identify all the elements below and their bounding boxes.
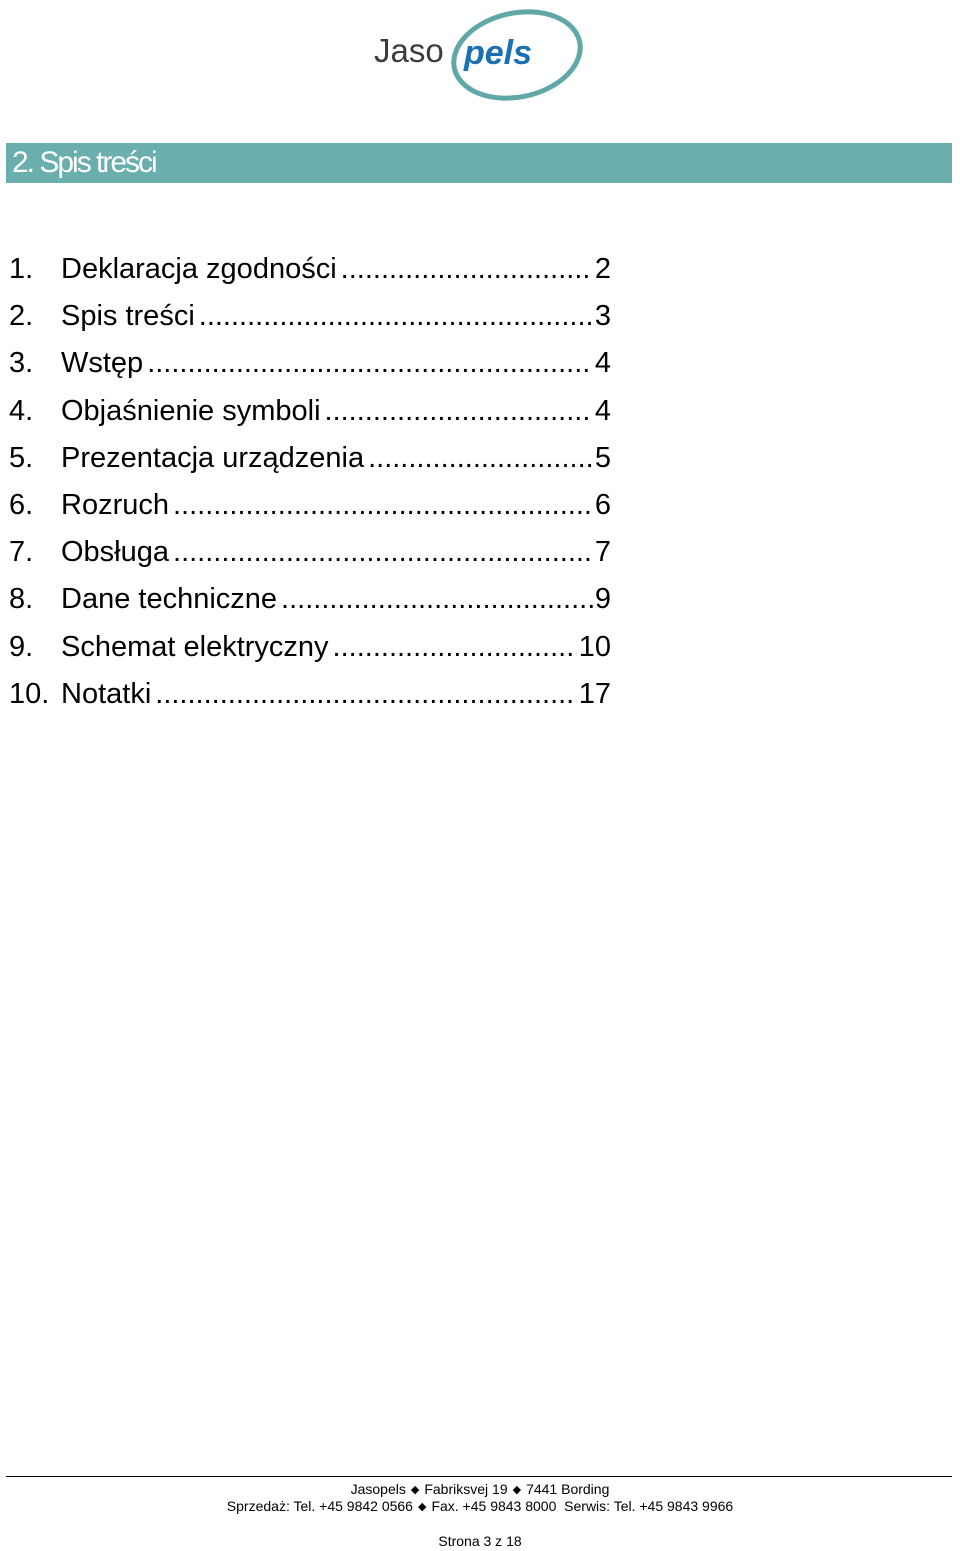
toc-entry-label: Schemat elektryczny [61,630,329,663]
toc-entry[interactable] [9,435,611,482]
toc-entry[interactable] [9,246,611,293]
toc-entry[interactable] [9,671,611,718]
toc-entry-page: 17 [578,677,611,710]
toc-dot-leader [155,671,576,718]
toc-entry-label: Spis treści [61,300,195,333]
toc-entry-page: 3 [594,300,611,333]
toc-entry-page: 5 [594,441,611,474]
toc-dot-leader [333,624,577,671]
toc-entry-label: Wstęp [61,347,144,380]
toc-entry-label: Obsługa [61,536,170,569]
toc-dot-leader [173,482,593,529]
toc-entry-page: 6 [594,488,611,521]
logo-text-light: Jaso [374,32,444,69]
toc-entry-page: 2 [594,253,611,285]
toc-entry-page: 9 [594,583,611,616]
page-number: Strona 3 z 18 [438,1533,522,1549]
toc-entry[interactable] [9,293,611,340]
toc-entry-page: 10 [578,630,611,663]
toc-dot-leader [341,246,593,293]
toc-entry-page: 4 [594,394,611,427]
toc-entry-number: 4. [9,394,34,427]
footer-service: Serwis: Tel. +45 9843 9966 [564,1498,734,1514]
toc-entry-number: 7. [9,536,34,569]
toc-entry-label: Dane techniczne [61,583,278,616]
toc-dot-leader [173,529,593,576]
toc-entry-number: 2. [9,300,34,333]
toc-entry[interactable] [9,624,611,671]
company-logo [360,0,600,110]
toc-entry[interactable] [9,576,611,623]
section-header-band [6,143,952,183]
toc-entry-label: Deklaracja zgodności [61,253,337,285]
toc-entry-label: Notatki [61,677,152,710]
table-of-contents [9,246,611,718]
toc-entry-page: 7 [594,536,611,569]
toc-dot-leader [368,435,593,482]
toc-entry-label: Objaśnienie symboli [61,394,321,427]
toc-entry-number: 6. [9,488,34,521]
jasopels-logo-icon [360,0,600,110]
footer-divider [6,1476,952,1477]
toc-entry[interactable] [9,529,611,576]
toc-dot-leader [147,340,593,387]
toc-entry-number: 5. [9,441,34,474]
footer-city: 7441 Bording [526,1481,610,1497]
toc-dot-leader [281,576,593,623]
footer-street: Fabriksvej 19 [424,1481,508,1497]
toc-entry[interactable] [9,388,611,435]
toc-entry-number: 9. [9,630,34,663]
diamond-separator-icon: ◆ [417,1501,427,1513]
footer-company: Jasopels [350,1481,406,1497]
logo-text-bold: pels [464,34,533,72]
diamond-separator-icon: ◆ [410,1484,420,1496]
toc-dot-leader [199,293,593,340]
toc-entry[interactable] [9,340,611,387]
toc-entry-number: 1. [9,253,34,285]
footer-contacts [0,1498,960,1517]
diamond-separator-icon: ◆ [512,1484,522,1496]
footer-sales: Sprzedaż: Tel. +45 9842 0566 [226,1498,413,1514]
toc-entry-label: Prezentacja urządzenia [61,441,365,474]
toc-entry-number: 8. [9,583,34,616]
toc-entry-number: 10. [9,677,50,710]
footer-fax: Fax. +45 9843 8000 [431,1498,557,1514]
toc-entry[interactable] [9,482,611,529]
toc-dot-leader [325,388,593,435]
section-title: 2. Spis treści [12,146,156,179]
toc-entry-number: 3. [9,347,34,380]
toc-entry-page: 4 [594,347,611,380]
toc-entry-label: Rozruch [61,488,169,521]
